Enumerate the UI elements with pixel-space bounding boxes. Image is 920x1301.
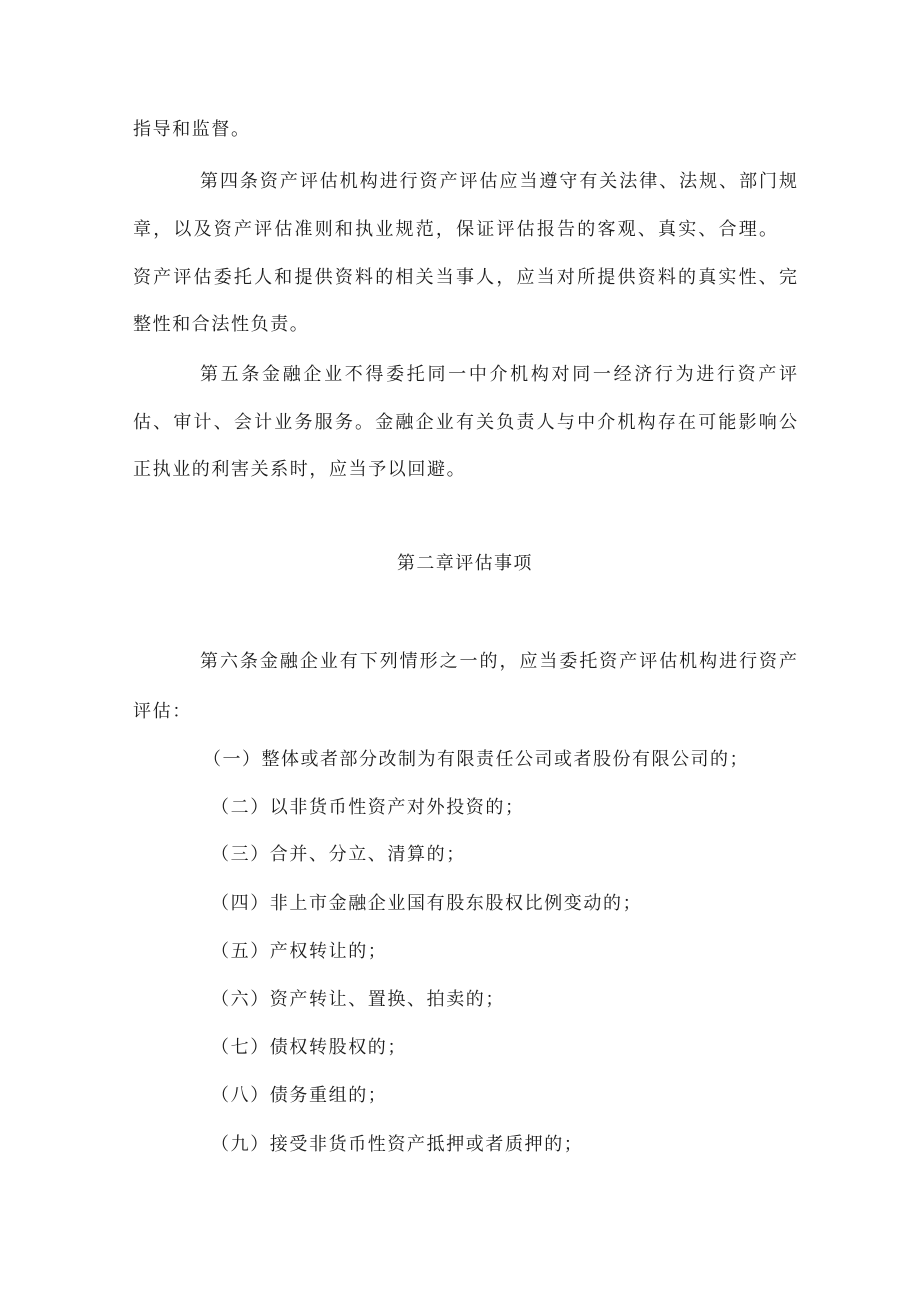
list-item: （三）合并、分立、清算的； — [211, 844, 466, 865]
list-item: （一）整体或者部分改制为有限责任公司或者股份有限公司的； — [203, 749, 749, 770]
article-4b-line-2: 整性和合法性负责。 — [133, 314, 310, 335]
article-5-line-2: 估、审计、会计业务服务。金融企业有关负责人与中介机构存在可能影响公 — [133, 412, 797, 433]
article-4b-line-1: 资产评估委托人和提供资料的相关当事人，应当对所提供资料的真实性、完 — [133, 267, 797, 288]
list-item: （七）债权转股权的； — [211, 1037, 407, 1058]
article-4-line-2: 章，以及资产评估准则和执业规范，保证评估报告的客观、真实、合理。 — [133, 219, 777, 240]
article-6-line-1: 第六条金融企业有下列情形之一的，应当委托资产评估机构进行资产 — [200, 651, 797, 672]
article-6-line-2: 评估： — [133, 701, 192, 722]
list-item: （九）接受非货币性资产抵押或者质押的； — [211, 1134, 584, 1155]
list-item: （五）产权转让的； — [211, 941, 388, 962]
list-item: （八）债务重组的； — [211, 1085, 388, 1106]
article-5-line-3: 正执业的利害关系时，应当予以回避。 — [133, 459, 467, 480]
list-item: （二）以非货币性资产对外投资的； — [211, 797, 525, 818]
article-5-line-1: 第五条金融企业不得委托同一中介机构对同一经济行为进行资产评 — [200, 364, 797, 385]
article-4-line-1: 第四条资产评估机构进行资产评估应当遵守有关法律、法规、部门规 — [200, 171, 797, 192]
list-item: （四）非上市金融企业国有股东股权比例变动的； — [211, 893, 643, 914]
article-3-tail: 指导和监督。 — [133, 119, 251, 140]
chapter-heading: 第二章评估事项 — [397, 553, 533, 574]
list-item: （六）资产转让、置换、拍卖的； — [211, 989, 505, 1010]
